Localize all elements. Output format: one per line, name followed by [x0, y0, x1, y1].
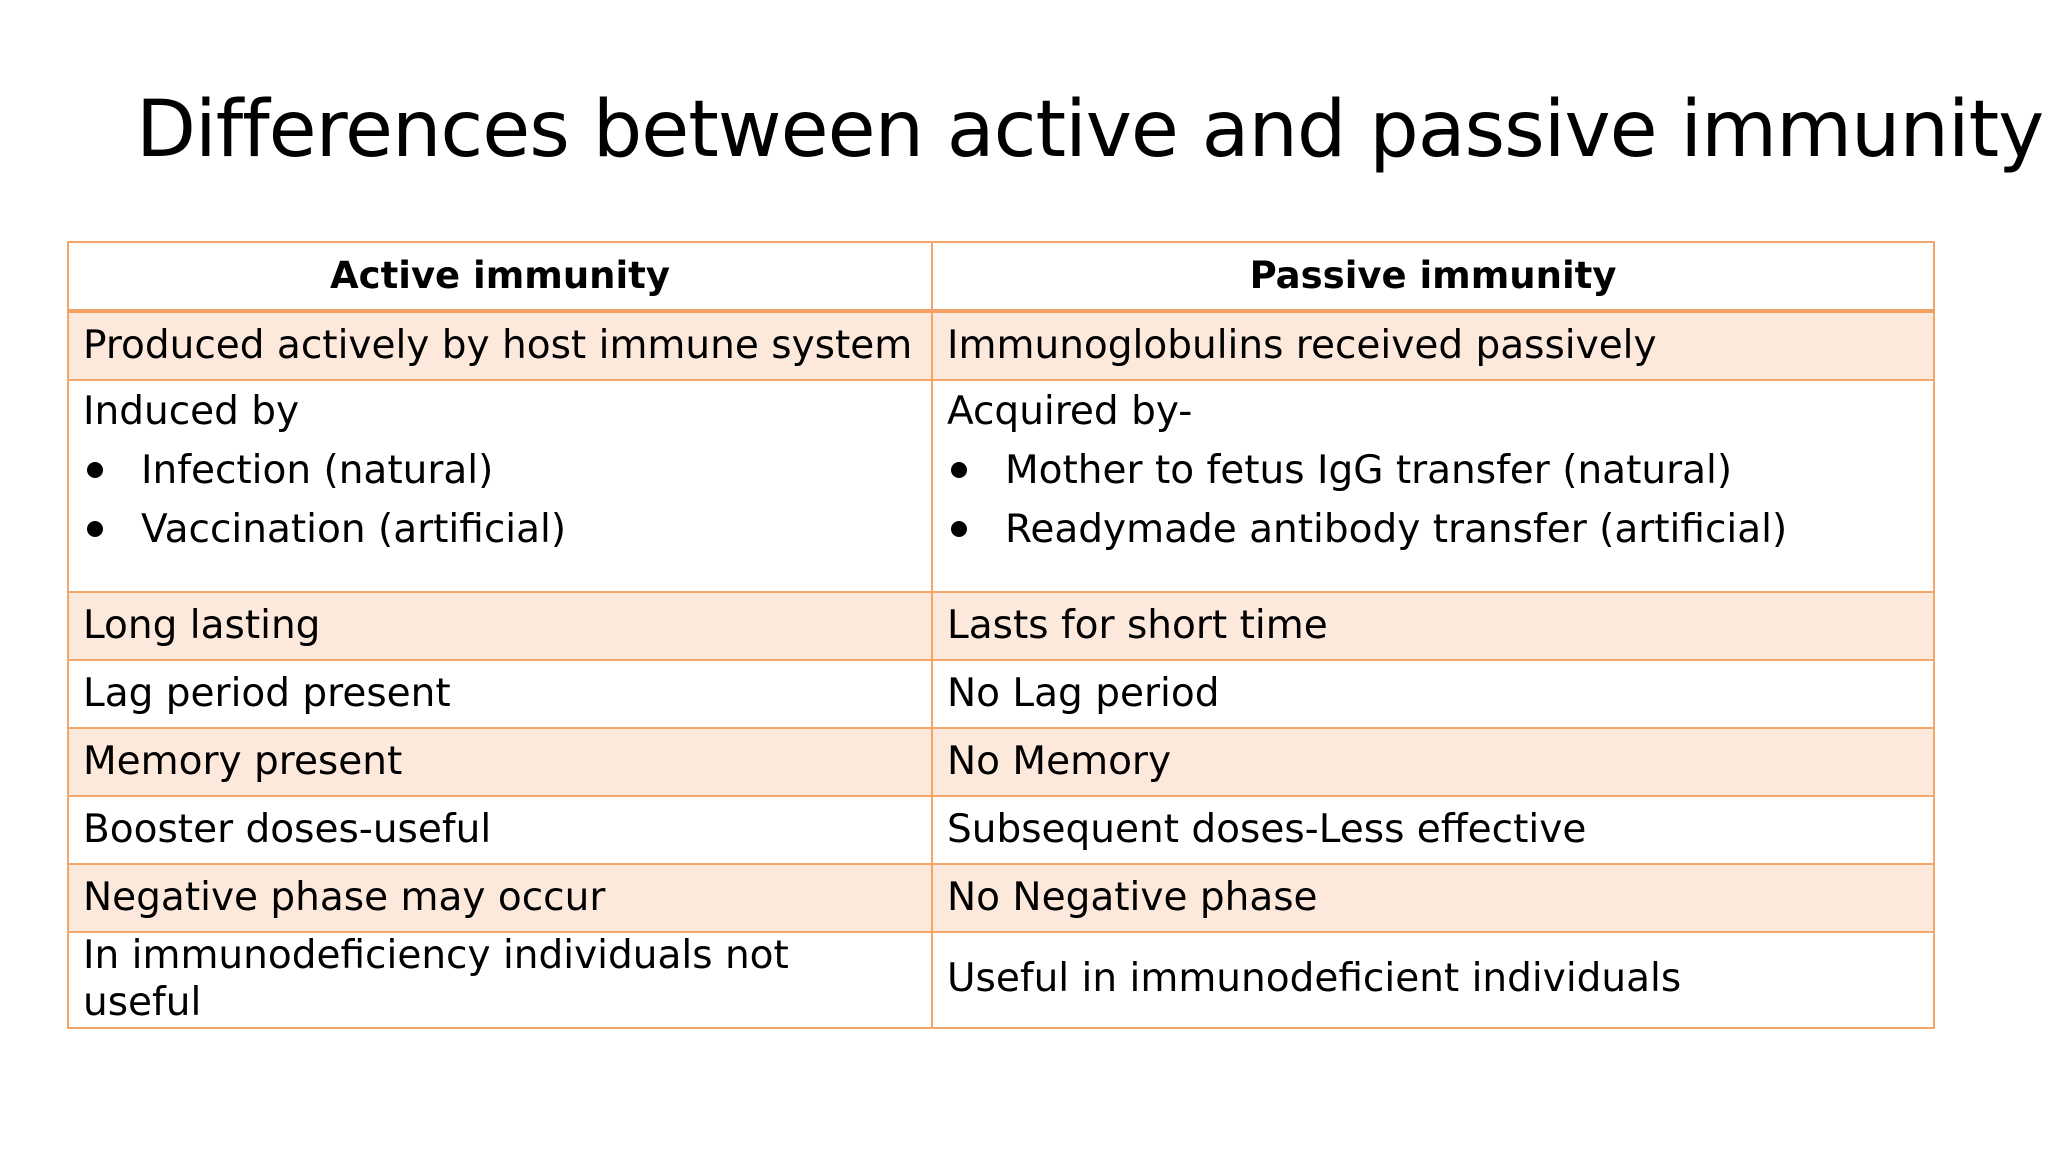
table-row [68, 660, 1934, 728]
comparison-table [67, 241, 1935, 1029]
header-active-immunity: Active immunity [68, 242, 932, 311]
bullet-text: Readymade antibody transfer (artificial) [1005, 506, 1788, 552]
active-cell: Memory present [68, 728, 932, 796]
active-cell: Produced actively by host immune system [68, 311, 932, 380]
table-row [68, 311, 1934, 380]
table-row [68, 932, 1934, 1028]
bullet-icon [951, 521, 967, 537]
table-header-row [68, 242, 1934, 311]
table-row [68, 796, 1934, 864]
active-cell-lead: Induced by [83, 389, 300, 434]
active-bullet-list [83, 448, 917, 554]
table-row [68, 864, 1934, 932]
bullet-icon [951, 462, 967, 478]
active-cell: Lag period present [68, 660, 932, 728]
active-cell: Negative phase may occur [68, 864, 932, 932]
passive-cell: No Negative phase [932, 864, 1934, 932]
active-cell: In immunodeficiency individuals not useful [68, 932, 932, 1028]
slide-title: Differences between active and passive immunity [136, 85, 2044, 175]
bullet-icon [87, 462, 103, 478]
bullet-text: Infection (natural) [141, 447, 494, 493]
passive-cell: No Lag period [932, 660, 1934, 728]
passive-cell [932, 380, 1934, 592]
header-passive-immunity: Passive immunity [932, 242, 1934, 311]
bullet-icon [87, 521, 103, 537]
passive-cell-lead: Acquired by- [947, 389, 1193, 434]
bullet-text: Vaccination (artificial) [141, 506, 567, 552]
active-cell: Booster doses-useful [68, 796, 932, 864]
table-row [68, 592, 1934, 660]
list-item [83, 448, 917, 495]
list-item [83, 507, 917, 554]
active-cell: Long lasting [68, 592, 932, 660]
passive-cell: Subsequent doses-Less effective [932, 796, 1934, 864]
passive-cell: No Memory [932, 728, 1934, 796]
list-item [947, 507, 1919, 554]
table-row [68, 728, 1934, 796]
table-row [68, 380, 1934, 592]
list-item [947, 448, 1919, 495]
passive-cell: Lasts for short time [932, 592, 1934, 660]
bullet-text: Mother to fetus IgG transfer (natural) [1005, 447, 1733, 493]
passive-cell: Useful in immunodeficient individuals [932, 932, 1934, 1028]
active-cell [68, 380, 932, 592]
passive-bullet-list [947, 448, 1919, 554]
passive-cell: Immunoglobulins received passively [932, 311, 1934, 380]
